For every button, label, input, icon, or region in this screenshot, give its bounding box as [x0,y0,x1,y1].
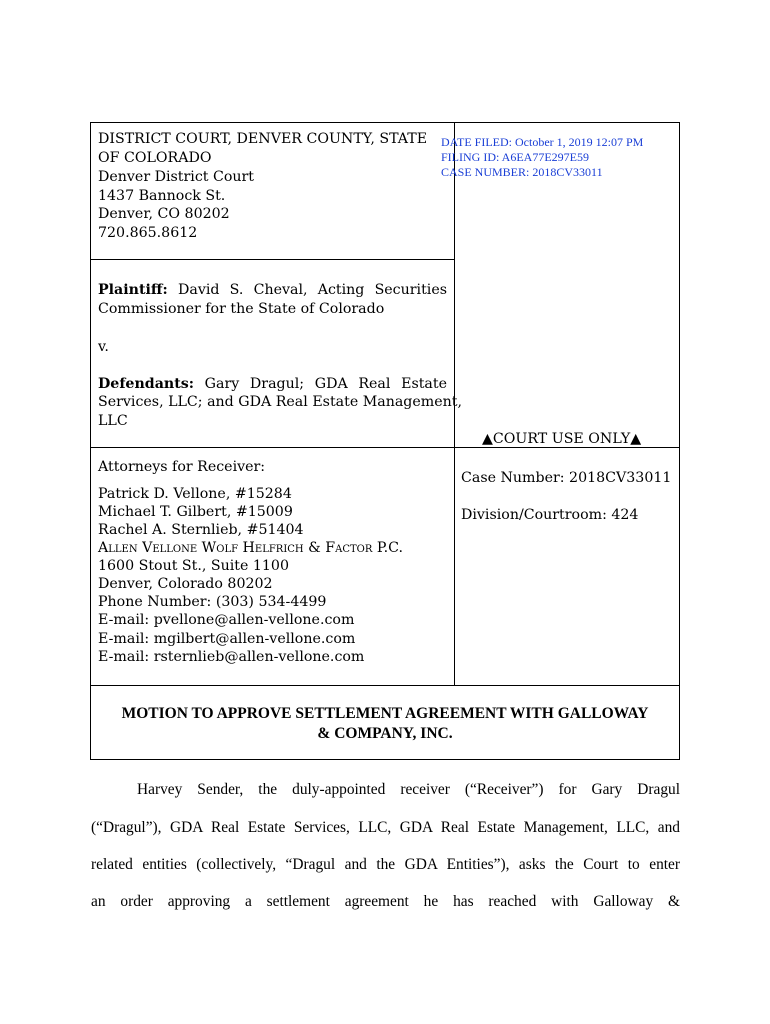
filing-case-number: CASE NUMBER: 2018CV33011 [441,165,603,179]
defendants-text-3: LLC [98,413,128,429]
court-name-line-3: Denver District Court [98,169,255,185]
plaintiff-label: Plaintiff: [98,282,168,298]
defendants-label: Defendants: [98,376,194,392]
court-use-only: ▲COURT USE ONLY▲ [482,431,642,447]
attorney-line: Michael T. Gilbert, #15009 [98,504,293,520]
caption-divider-court [91,259,454,260]
filing-id: FILING ID: A6EA77E297E59 [441,150,589,164]
court-name-line-1: DISTRICT COURT, DENVER COUNTY, STATE [98,131,428,147]
firm-address-city: Denver, Colorado 80202 [98,576,273,592]
versus: v. [98,339,109,355]
court-phone: 720.865.8612 [98,225,198,241]
filing-stamp [441,135,643,180]
defendants-text-2: Services, LLC; and GDA Real Estate Management, [98,394,462,410]
email-gilbert: E-mail: mgilbert@allen-vellone.com [98,631,356,647]
attorney-line: Rachel A. Sternlieb, #51404 [98,522,304,538]
division-courtroom: Division/Courtroom: 424 [461,507,639,523]
defendants-text-1: Gary Dragul; GDA Real Estate [204,376,447,392]
case-number: Case Number: 2018CV33011 [461,470,672,486]
court-name-line-2: OF COLORADO [98,150,212,166]
defendants-line-1 [98,375,447,394]
law-firm-name: Allen Vellone Wolf Helfrich & Factor P.C. [98,540,403,556]
body-line-4: an order approving a settlement agreement he has reached with Galloway & [91,893,680,910]
motion-title-line-2: & COMPANY, INC. [317,725,453,742]
email-sternlieb: E-mail: rsternlieb@allen-vellone.com [98,649,365,665]
plaintiff-text-2: Commissioner for the State of Colorado [98,301,385,317]
filing-date: DATE FILED: October 1, 2019 12:07 PM [441,135,644,149]
body-line-2: (“Dragul”), GDA Real Estate Services, LLC, GDA Real Estate Management, LLC, and [91,819,680,836]
firm-phone: Phone Number: (303) 534-4499 [98,594,327,610]
court-address-street: 1437 Bannock St. [98,188,226,204]
motion-title [91,704,679,744]
body-line-3: related entities (collectively, “Dragul and the GDA Entities”), asks the Court to enter [91,856,680,873]
caption-divider-attorneys [91,685,679,686]
email-vellone: E-mail: pvellone@allen-vellone.com [98,612,355,628]
court-address-city: Denver, CO 80202 [98,206,230,222]
attorney-line: Patrick D. Vellone, #15284 [98,486,292,502]
plaintiff-line-1 [98,281,447,300]
plaintiff-text-1: David S. Cheval, Acting Securities [178,282,447,298]
body-line-1: Harvey Sender, the duly-appointed receiver (“Receiver”) for Gary Dragul [137,781,680,798]
attorneys-heading: Attorneys for Receiver: [98,459,266,475]
motion-title-line-1: MOTION TO APPROVE SETTLEMENT AGREEMENT WITH GALLOWAY [121,705,649,722]
firm-address-street: 1600 Stout St., Suite 1100 [98,558,289,574]
